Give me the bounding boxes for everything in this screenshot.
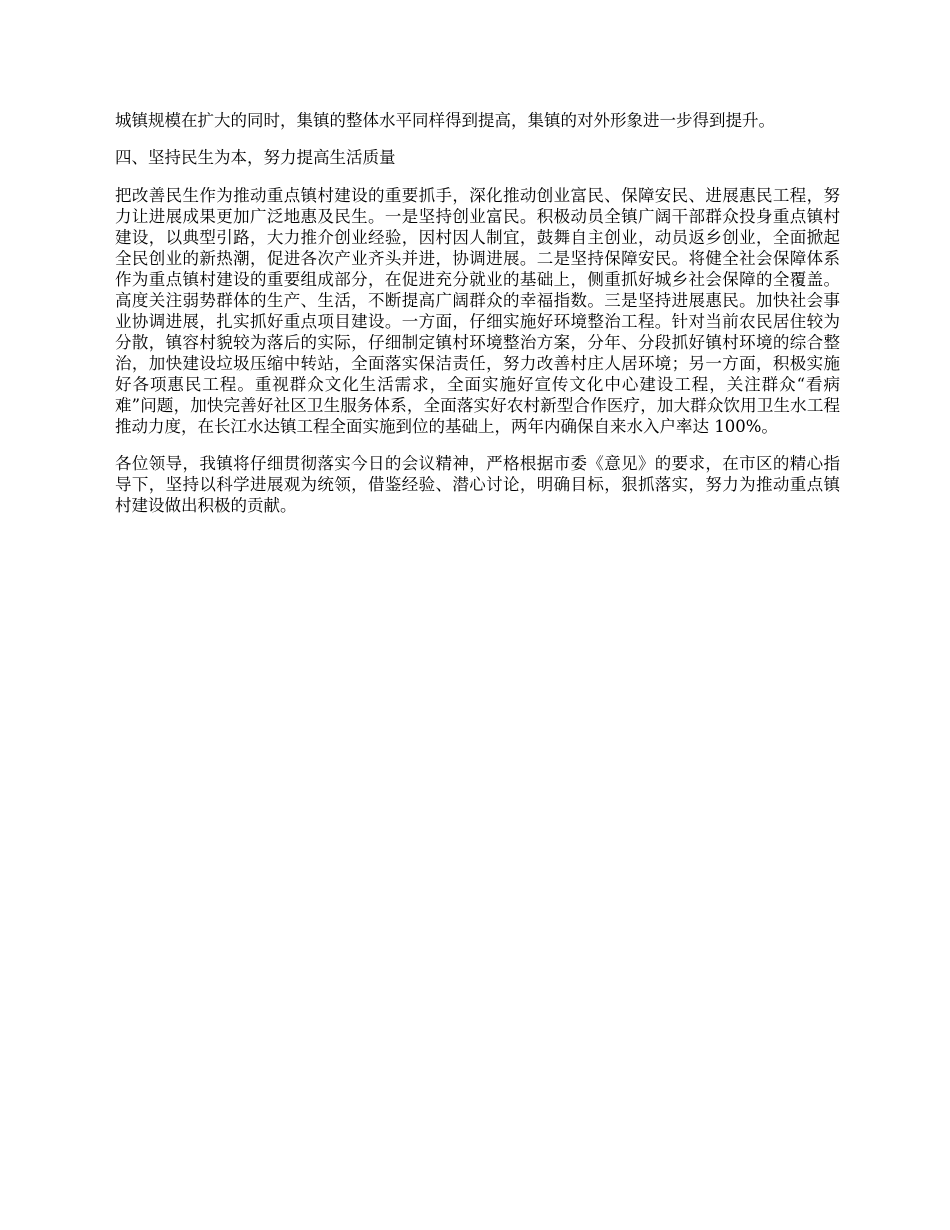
paragraph-livelihood-measures: 把改善民生作为推动重点镇村建设的重要抓手，深化推动创业富民、保障安民、进展惠民工程，努力让进展成果更加广泛地惠及民生。一是坚持创业富民。积极动员全镇广阔干部群众投身重点镇村建设，以典型引路，大力推介创业经验，因村因人制宜，鼓舞自主创业，动员返乡创业，全面掀起全民创业的新热潮，促进各次产业齐头并进，协调进展。二是坚持保障安民。将健全社会保障体系作为重点镇村建设的重要组成部分，在促进充分就业的基础上，侧重抓好城乡社会保障的全覆盖。高度关注弱势群体的生产、生活，不断提高广阔群众的幸福指数。三是坚持进展惠民。加快社会事业协调进展，扎实抓好重点项目建设。一方面，仔细实施好环境整治工程。针对当前农民居住较为分散，镇容村貌较为落后的实际，仔细制定镇村环境整治方案，分年、分段抓好镇村环境的综合整治，加快建设垃圾压缩中转站，全面落实保洁责任，努力改善村庄人居环境；另一方面，积极实施好各项惠民工程。重视群众文化生活需求，全面实施好宣传文化中心建设工程，关注群众“看病难”问题，加快完善好社区卫生服务体系，全面落实好农村新型合作医疗，加大群众饮用卫生水工程推动力度，在长江水达镇工程全面实施到位的基础上，两年内确保自来水入户率达 100%。 [115,186,840,436]
section-heading-livelihood: 四、坚持民生为本，努力提高生活质量 [115,148,396,167]
paragraph-town-scale: 城镇规模在扩大的同时，集镇的整体水平同样得到提高，集镇的对外形象进一步得到提升。 [115,111,775,130]
document-page [115,110,840,532]
paragraph-closing-remarks: 各位领导，我镇将仔细贯彻落实今日的会议精神，严格根据市委《意见》的要求，在市区的精心指导下，坚持以科学进展观为统领，借鉴经验、潜心讨论，明确目标，狠抓落实，努力为推动重点镇村建设做出积极的贡献。 [115,454,840,515]
